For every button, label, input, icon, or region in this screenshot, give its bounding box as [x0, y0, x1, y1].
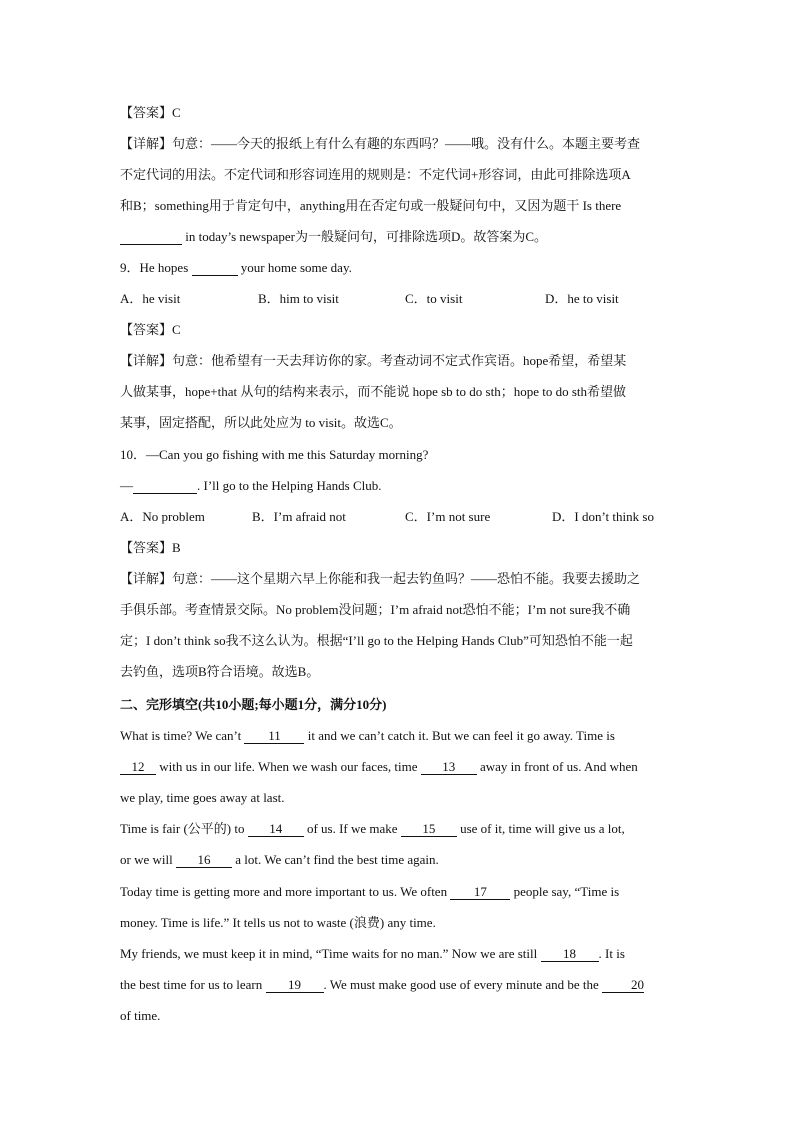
- blank-19: 19: [266, 977, 324, 993]
- q8-explain-line-3: 和B；something用于肯定句中，anything用在否定句或一般疑问句中，又因为题干 Is there: [120, 198, 622, 213]
- blank-18: 18: [541, 946, 599, 962]
- q9-explain-line-1: 【详解】句意：他希望有一天去拜访你的家。考查动词不定式作宾语。hope希望，希望某: [120, 353, 627, 368]
- q8-explain-line-4: in today’s newspaper为一般疑问句，可排除选项D。故答案为C。: [120, 228, 680, 245]
- passage-line-10: of time.: [120, 1008, 161, 1023]
- q9-blank: [192, 260, 238, 276]
- q9-explain-line-3: 某事，固定搭配，所以此处应为 to visit。故选C。: [120, 415, 402, 430]
- q8-answer: 【答案】C: [120, 105, 181, 120]
- passage-line-4: Time is fair (公平的) to 14 of us. If we make 15 use of it, time will give us a lot,: [120, 821, 625, 836]
- q10-option-b: B．I’m afraid not: [252, 509, 346, 524]
- passage-line-1: What is time? We can’t 11 it and we can’t catch it. But we can feel it go away. Time is: [120, 728, 615, 743]
- passage-line-5: or we will 16 a lot. We can’t find the best time again.: [120, 852, 439, 867]
- q10-option-c: C．I’m not sure: [405, 509, 491, 524]
- q10-option-d: D．I don’t think so: [552, 509, 654, 524]
- q9-option-d: D．he to visit: [545, 291, 619, 306]
- q9-explain-line-2: 人做某事，hope+that 从句的结构来表示，而不能说 hope sb to do sth；hope to do sth希望做: [120, 384, 627, 399]
- blank-line: [120, 229, 182, 245]
- q9-answer: 【答案】C: [120, 322, 181, 337]
- q10-stem-2: — . I’ll go to the Helping Hands Club.: [120, 478, 382, 493]
- q10-explain-line-3: 定；I don’t think so我不这么认为。根据“I’ll go to the Helping Hands Club”可知恐怕不能一起: [120, 633, 633, 648]
- passage-line-8: My friends, we must keep it in mind, “Time waits for no man.” Now we are still 18 . It is: [120, 946, 625, 961]
- passage-line-3: we play, time goes away at last.: [120, 790, 285, 805]
- blank-17: 17: [450, 884, 510, 900]
- q9-option-a: A．he visit: [120, 291, 181, 306]
- q10-explain-line-4: 去钓鱼，选项B符合语境。故选B。: [120, 664, 320, 679]
- q10-stem-1: 10．—Can you go fishing with me this Saturday morning?: [120, 447, 429, 462]
- section-heading: 二、完形填空(共10小题;每小题1分，满分10分): [120, 697, 387, 712]
- q10-option-a: A．No problem: [120, 509, 205, 524]
- q9-option-b: B．him to visit: [258, 291, 339, 306]
- q10-answer: 【答案】B: [120, 540, 181, 555]
- blank-11: 11: [244, 728, 304, 744]
- q10-explain-line-2: 手俱乐部。考查情景交际。No problem没问题；I’m afraid not恐怕不能；I’m not sure我不确: [120, 602, 631, 617]
- q9-option-c: C．to visit: [405, 291, 463, 306]
- passage-line-2: 12 with us in our life. When we wash our faces, time 13 away in front of us. And when: [120, 758, 680, 775]
- blank-12: 12: [120, 759, 156, 775]
- passage-line-7: money. Time is life.” It tells us not to waste (浪费) any time.: [120, 915, 436, 930]
- passage-line-6: Today time is getting more and more important to us. We often 17 people say, “Time is: [120, 884, 620, 899]
- q8-explain-line-2: 不定代词的用法。不定代词和形容词连用的规则是：不定代词+形容词，由此可排除选项A: [120, 167, 631, 182]
- passage-line-9: the best time for us to learn 19 . We must make good use of every minute and be the 20: [120, 977, 645, 992]
- blank-13: 13: [421, 759, 477, 775]
- q8-explain-line-1: 【详解】句意：——今天的报纸上有什么有趣的东西吗？——哦。没有什么。本题主要考查: [120, 136, 641, 151]
- blank-14: 14: [248, 821, 304, 837]
- blank-20: 20: [602, 977, 644, 993]
- q10-explain-line-1: 【详解】句意：——这个星期六早上你能和我一起去钓鱼吗？——恐怕不能。我要去援助之: [120, 571, 641, 586]
- blank-15: 15: [401, 821, 457, 837]
- q10-blank: [133, 478, 197, 494]
- q9-stem: 9．He hopes your home some day.: [120, 260, 352, 275]
- blank-16: 16: [176, 852, 232, 868]
